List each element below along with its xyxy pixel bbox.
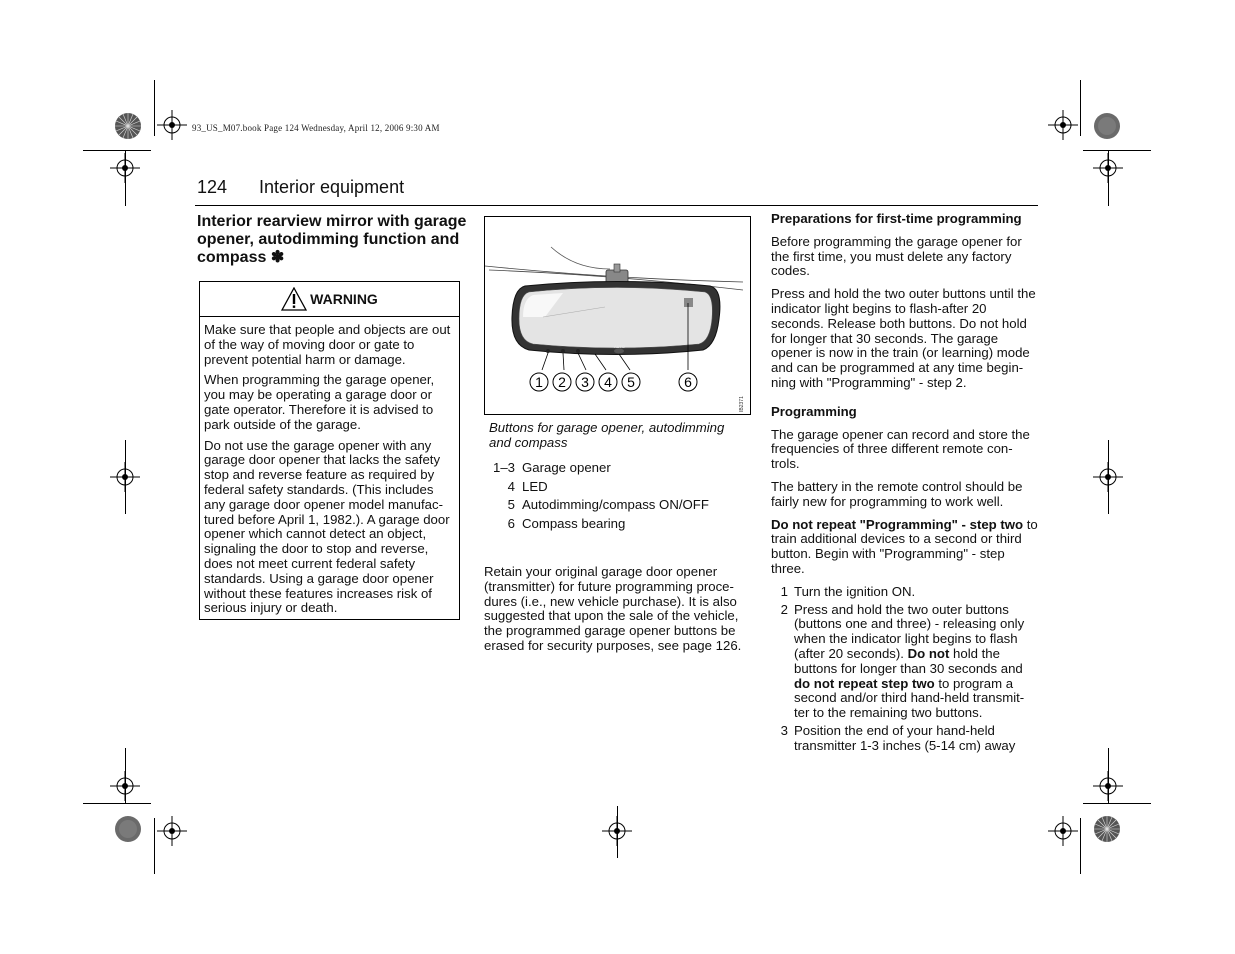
registration-target-icon — [1048, 110, 1078, 140]
registration-target-icon — [157, 816, 187, 846]
warning-paragraph: Make sure that people and objects are out of the way of moving door or gate to prevent potential harm or damage. — [204, 322, 451, 367]
callout-3: 3 — [581, 374, 589, 390]
prep-paragraph: Press and hold the two outer buttons until the indicator light begins to flash-after 20 seconds. Release both buttons. Do not hold for longer that 30 seconds. The garage opener is now in the train (or learning) mode and can be programmed at any time begin-ning with "Programming" - step 2. — [771, 286, 1036, 390]
warning-triangle-icon — [281, 287, 307, 311]
warning-body — [200, 317, 459, 616]
warning-paragraph: Do not use the garage opener with any garage door opener that lacks the safety stop and reverse feature as required by federal safety standards. (This includes any garage door opener model manufac-tured before April 1, 1982.). A garage door opener which cannot detect an object, signaling the door to stop and reverse, does not meet current federal safety standards. Using a garage door opener without these features increases risk of serious injury or death. — [204, 437, 450, 616]
figure-caption: Buttons for garage opener, autodimming and compass — [489, 420, 725, 450]
callout-group — [530, 373, 697, 391]
crop-mark — [1080, 80, 1081, 136]
auto-label: AUTO — [614, 344, 626, 349]
registration-target-icon — [110, 462, 140, 492]
title-text: Interior rearview mirror with garage opener, autodimming function and compass — [197, 213, 467, 266]
step-item: 3 Position the end of your hand-held transmitter 1-3 inches (5-14 cm) away — [780, 722, 1016, 753]
section-title: Interior equipment — [259, 177, 405, 197]
registration-target-icon — [157, 110, 187, 140]
programming-paragraph: The garage opener can record and store the frequencies of three different remote con-trols. — [771, 426, 1030, 472]
callout-5: 5 — [627, 374, 635, 390]
crop-mark — [154, 80, 155, 136]
print-meta: 93_US_M07.book Page 124 Wednesday, April 12, 2006 9:30 AM — [192, 123, 440, 133]
warning-label: WARNING — [310, 291, 378, 307]
prep-heading: Preparations for first-time programming — [771, 211, 1022, 226]
figure-code: IB2371 — [739, 396, 745, 412]
programming-paragraph: Do not repeat "Programming" - step two to train additional devices to a second or third button. Begin with "Programming" - step three. — [771, 516, 1038, 576]
legend-item: 4 LED — [507, 478, 548, 494]
crop-mark — [83, 803, 151, 804]
callout-1: 1 — [535, 374, 543, 390]
registration-target-icon — [110, 771, 140, 801]
callout-6: 6 — [684, 374, 692, 390]
prep-paragraph: Before programming the garage opener for the first time, you must delete any factory codes. — [771, 233, 1022, 279]
legend-item: 6 Compass bearing — [507, 516, 626, 532]
crop-mark — [83, 150, 151, 151]
crop-mark — [1083, 803, 1151, 804]
step-item: 1 Turn the ignition ON. — [780, 583, 916, 599]
mirror-figure — [484, 216, 751, 415]
legend-item: 1–3 Garage opener — [492, 460, 611, 475]
retain-paragraph: Retain your original garage door opener (transmitter) for future programming proce-dures (i.e., new vehicle purchase). It is also suggested that upon the sale of the vehicle, the programmed garage opener buttons be erased for security purposes, see page 126. — [484, 564, 742, 653]
header-rule — [195, 205, 1038, 206]
accessory-symbol-icon: ✽ — [270, 249, 285, 266]
registration-target-icon — [1048, 816, 1078, 846]
star-target-icon — [114, 112, 142, 140]
crop-mark — [154, 818, 155, 874]
compass-display — [684, 298, 693, 307]
registration-target-icon — [602, 816, 632, 846]
registration-target-icon — [110, 153, 140, 183]
legend-item: 5 Autodimming/compass ON/OFF — [507, 497, 709, 513]
programming-column — [771, 212, 1039, 757]
figure-legend — [489, 459, 709, 534]
programming-heading: Programming — [771, 403, 857, 419]
warning-header — [200, 282, 459, 317]
step-item: 2 Press and hold the two outer buttons (buttons one and three) - releasing only when the indicator light begins to flash (after 20 seconds). Do not hold the buttons for longer than 30 seconds and do not repeat step two to program a second and/or third hand-held transmit-ter to the remaining two buttons. — [780, 601, 1025, 721]
page-number: 124 — [197, 177, 228, 197]
warning-paragraph: When programming the garage opener, you may be operating a garage door or gate operator. Therefore it is advised to park outside of the garage. — [204, 372, 435, 432]
registration-target-icon — [1093, 771, 1123, 801]
page-title — [197, 213, 467, 267]
star-target-icon — [1093, 815, 1121, 843]
crop-mark — [1080, 818, 1081, 874]
registration-target-icon — [1093, 153, 1123, 183]
warning-box — [199, 281, 460, 620]
callout-2: 2 — [558, 374, 566, 390]
mirror-illustration — [485, 217, 750, 414]
steps-list — [771, 585, 1039, 754]
callout-4: 4 — [604, 374, 612, 390]
color-target-icon — [114, 815, 142, 843]
color-target-icon — [1093, 112, 1121, 140]
crop-mark — [1083, 150, 1151, 151]
programming-paragraph: The battery in the remote control should be fairly new for programming to work well. — [771, 478, 1023, 509]
registration-target-icon — [1093, 462, 1123, 492]
